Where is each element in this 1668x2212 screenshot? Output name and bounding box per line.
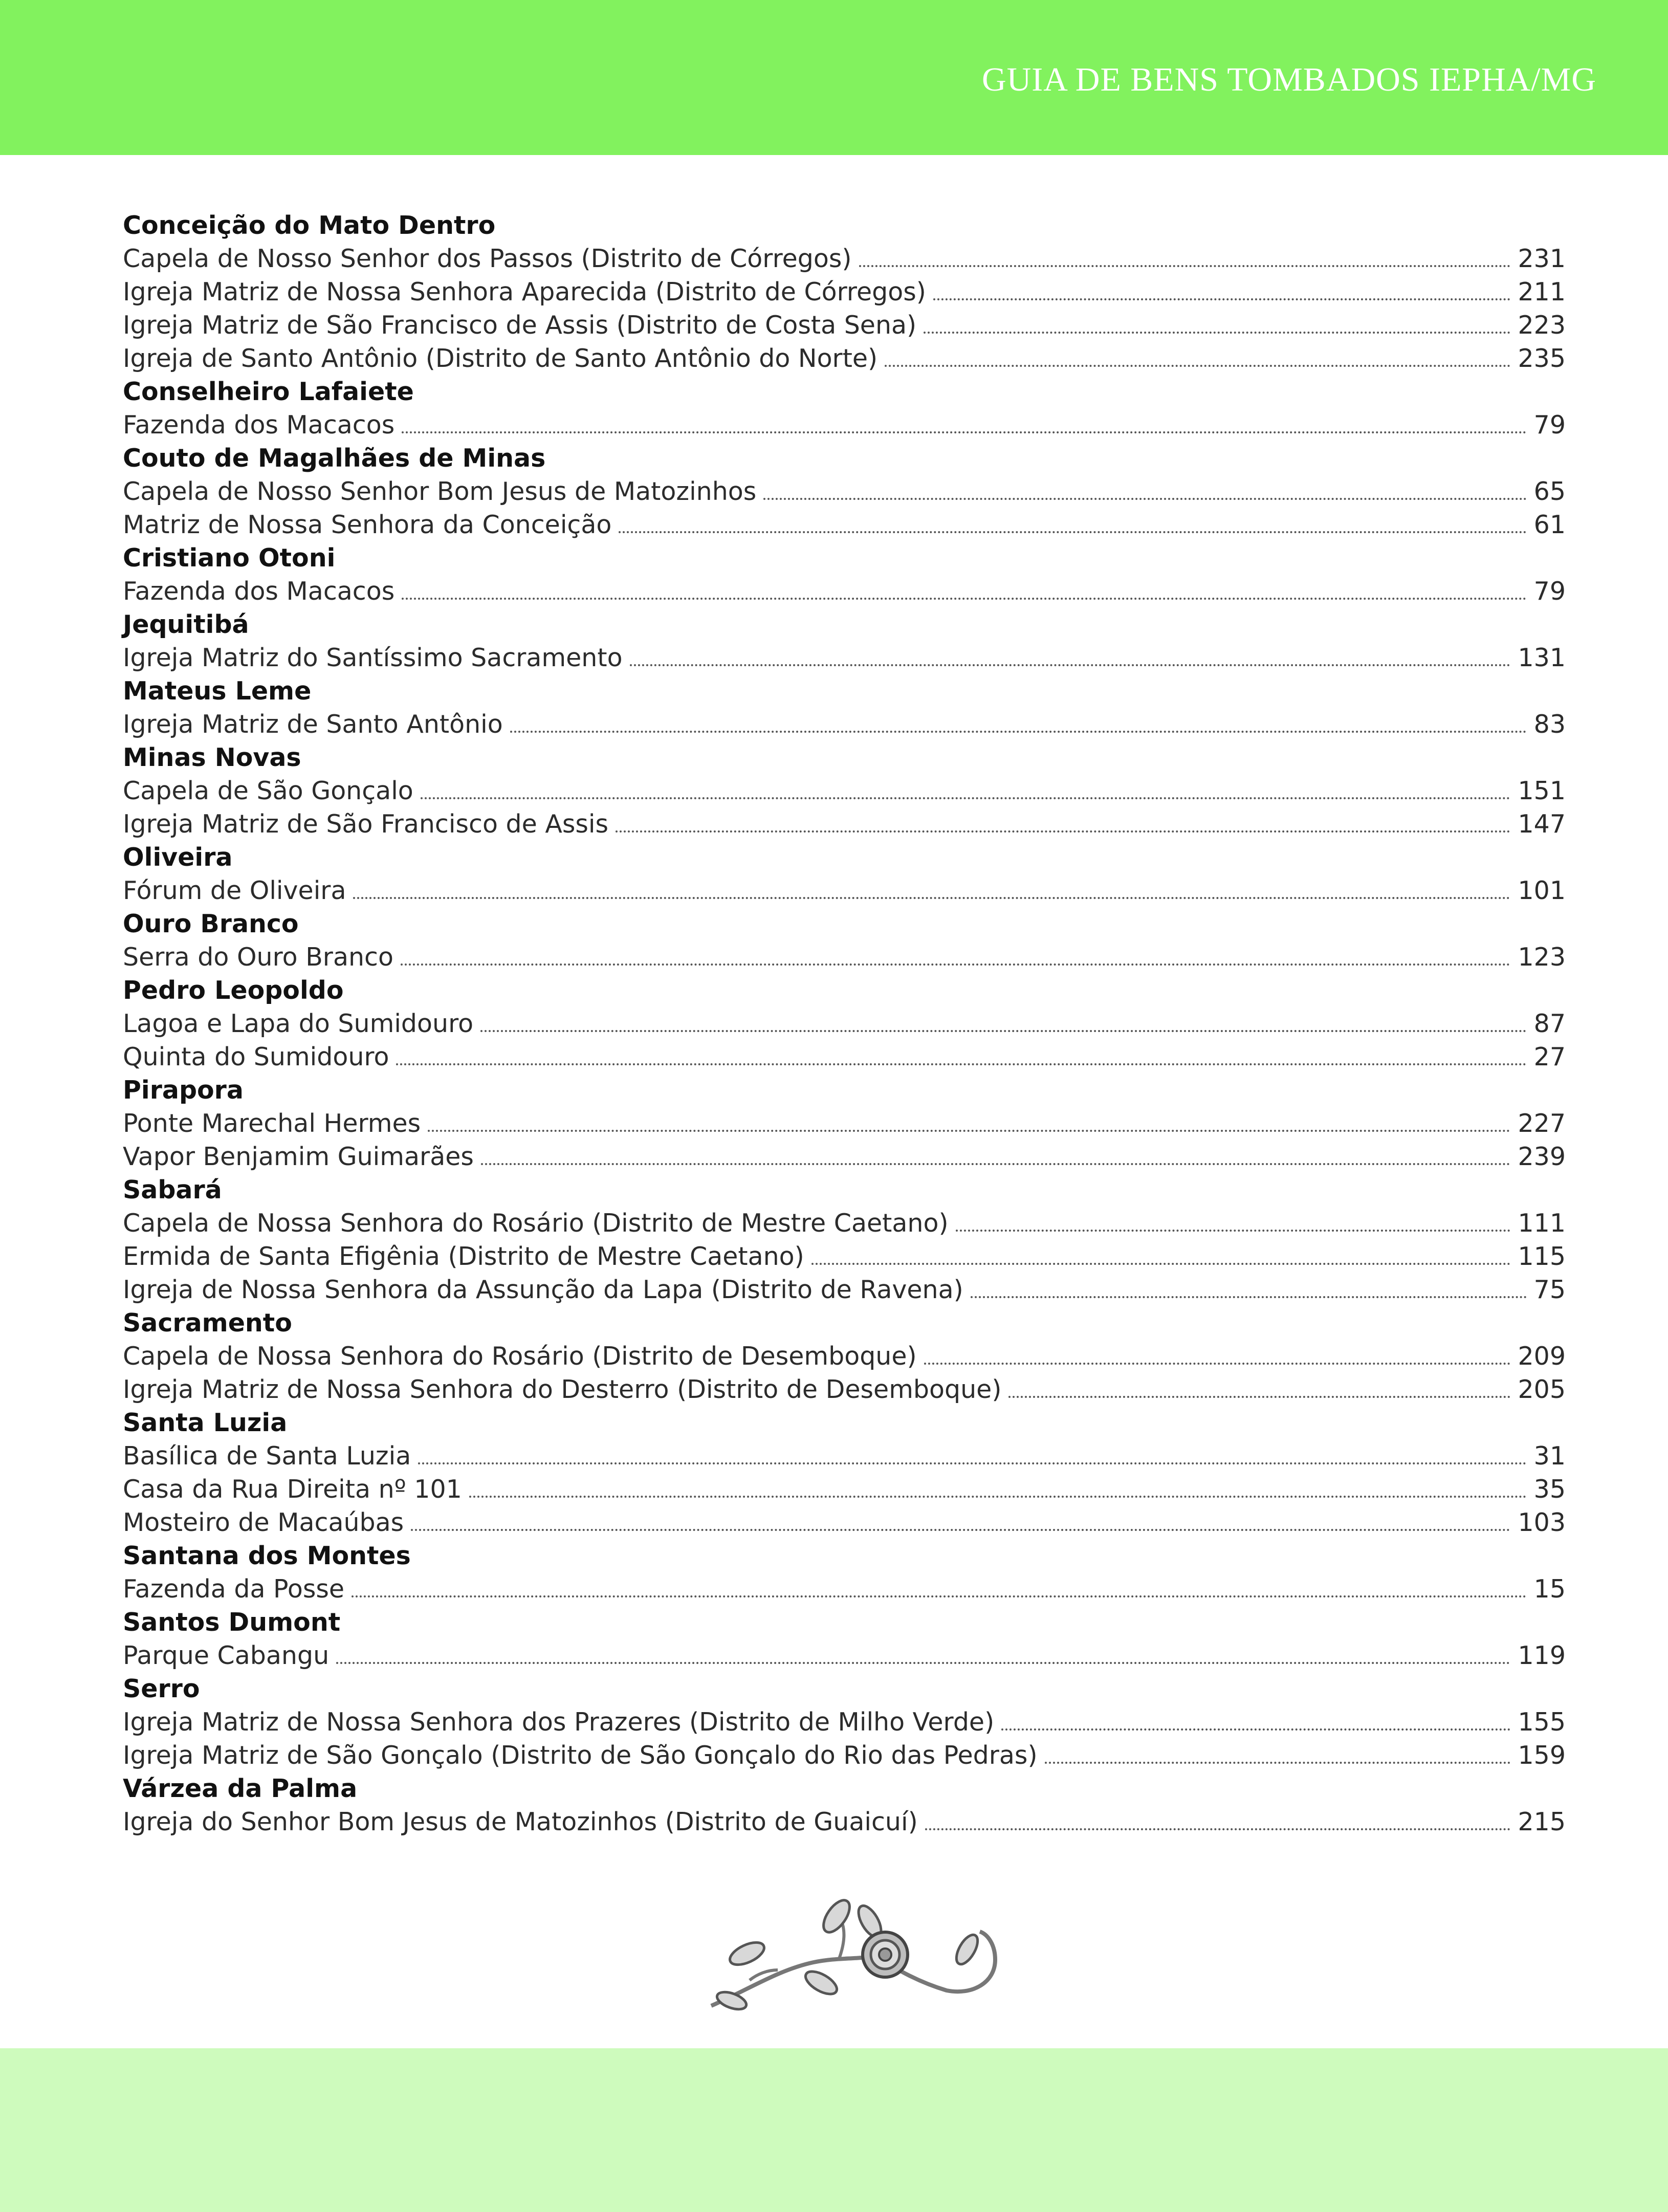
- city-name: Oliveira: [123, 843, 233, 872]
- dot-leader: [411, 1523, 1510, 1531]
- entry-page-number: 79: [1533, 410, 1566, 440]
- index-entry: [123, 708, 1566, 741]
- city-heading: [123, 375, 1566, 408]
- entry-page-number: 205: [1518, 1375, 1566, 1404]
- dot-leader: [401, 957, 1511, 966]
- entry-page-number: 119: [1518, 1641, 1566, 1670]
- city-heading: [123, 209, 1566, 242]
- entry-page-number: 27: [1533, 1042, 1566, 1071]
- index-entry: [123, 1572, 1566, 1606]
- dot-leader: [933, 292, 1511, 300]
- city-name: Sacramento: [123, 1308, 292, 1338]
- entry-title: Igreja de Santo Antônio (Distrito de Santo Antônio do Norte): [123, 344, 878, 373]
- entry-title: Basílica de Santa Luzia: [123, 1441, 411, 1471]
- dot-leader: [924, 325, 1510, 334]
- city-heading: [123, 974, 1566, 1007]
- index-entry: [123, 342, 1566, 375]
- index-entry: [123, 575, 1566, 608]
- dot-leader: [885, 359, 1510, 367]
- entry-title: Capela de Nossa Senhora do Rosário (Distrito de Desemboque): [123, 1342, 917, 1371]
- dot-leader: [418, 1456, 1526, 1464]
- index-entry: [123, 1340, 1566, 1373]
- index-entry: [123, 874, 1566, 907]
- index-entry: [123, 1107, 1566, 1140]
- city-heading: [123, 1772, 1566, 1805]
- index-entry: [123, 1040, 1566, 1074]
- city-heading: [123, 541, 1566, 575]
- index-entry: [123, 475, 1566, 508]
- entry-page-number: 103: [1518, 1508, 1566, 1537]
- entry-page-number: 235: [1518, 344, 1566, 373]
- entry-title: Igreja do Senhor Bom Jesus de Matozinhos (Distrito de Guaicuí): [123, 1807, 918, 1836]
- entry-title: Igreja de Nossa Senhora da Assunção da Lapa (Distrito de Ravena): [123, 1275, 963, 1304]
- dot-leader: [616, 824, 1510, 833]
- entry-title: Igreja Matriz de Nossa Senhora do Desterro (Distrito de Desemboque): [123, 1375, 1002, 1404]
- dot-leader: [859, 259, 1511, 267]
- city-heading: [123, 1539, 1566, 1572]
- entry-title: Ermida de Santa Efigênia (Distrito de Mestre Caetano): [123, 1242, 804, 1271]
- index-entry: [123, 1273, 1566, 1306]
- index-entry: [123, 1007, 1566, 1040]
- dot-leader: [336, 1656, 1510, 1664]
- entry-page-number: 155: [1518, 1707, 1566, 1737]
- index-entry: [123, 807, 1566, 841]
- city-name: Conselheiro Lafaiete: [123, 377, 414, 406]
- city-heading: [123, 1306, 1566, 1340]
- index-entry: [123, 1639, 1566, 1672]
- page-header: [0, 0, 1668, 155]
- index-entry: [123, 408, 1566, 442]
- dot-leader: [510, 725, 1527, 733]
- index-entry: [123, 1207, 1566, 1240]
- entry-page-number: 131: [1518, 643, 1566, 672]
- dot-leader: [763, 492, 1526, 500]
- header-title: GUIA DE BENS TOMBADOS IEPHA/MG: [981, 61, 1596, 98]
- entry-page-number: 159: [1518, 1741, 1566, 1770]
- index-list: [123, 209, 1566, 1838]
- city-heading: [123, 1074, 1566, 1107]
- entry-page-number: 239: [1518, 1142, 1566, 1171]
- city-heading: [123, 907, 1566, 940]
- city-name: Mateus Leme: [123, 676, 312, 706]
- index-entry: [123, 1240, 1566, 1273]
- entry-page-number: 15: [1533, 1574, 1566, 1604]
- city-name: Santana dos Montes: [123, 1541, 411, 1570]
- city-name: Ouro Branco: [123, 909, 299, 938]
- entry-page-number: 79: [1533, 577, 1566, 606]
- entry-title: Capela de Nosso Senhor dos Passos (Distrito de Córregos): [123, 244, 852, 273]
- entry-page-number: 227: [1518, 1109, 1566, 1138]
- city-name: Couto de Magalhães de Minas: [123, 444, 546, 473]
- dot-leader: [396, 1057, 1526, 1065]
- entry-title: Igreja Matriz de Nossa Senhora Aparecida (Distrito de Córregos): [123, 277, 926, 306]
- city-heading: [123, 674, 1566, 708]
- entry-page-number: 147: [1518, 809, 1566, 839]
- entry-page-number: 83: [1533, 710, 1566, 739]
- dot-leader: [481, 1157, 1511, 1165]
- rose-ornament: [701, 1893, 1008, 2026]
- index-entry: [123, 1140, 1566, 1173]
- entry-title: Fazenda dos Macacos: [123, 410, 395, 440]
- city-heading: [123, 741, 1566, 774]
- dot-leader: [971, 1290, 1527, 1298]
- index-entry: [123, 242, 1566, 275]
- entry-title: Capela de São Gonçalo: [123, 776, 413, 805]
- index-entry: [123, 1373, 1566, 1406]
- dot-leader: [1008, 1390, 1510, 1398]
- entry-page-number: 211: [1518, 277, 1566, 306]
- city-heading: [123, 1672, 1566, 1705]
- city-name: Minas Novas: [123, 743, 301, 772]
- page-footer: [0, 2048, 1668, 2212]
- city-name: Jequitibá: [123, 610, 249, 639]
- entry-page-number: 215: [1518, 1807, 1566, 1836]
- entry-title: Quinta do Sumidouro: [123, 1042, 389, 1071]
- city-name: Pedro Leopoldo: [123, 976, 344, 1005]
- entry-page-number: 111: [1518, 1209, 1566, 1238]
- entry-title: Lagoa e Lapa do Sumidouro: [123, 1009, 474, 1038]
- entry-title: Mosteiro de Macaúbas: [123, 1508, 404, 1537]
- city-name: Serro: [123, 1674, 200, 1703]
- entry-title: Matriz de Nossa Senhora da Conceição: [123, 510, 612, 539]
- entry-page-number: 223: [1518, 311, 1566, 340]
- entry-title: Fórum de Oliveira: [123, 876, 346, 905]
- city-name: Santos Dumont: [123, 1608, 341, 1637]
- dot-leader: [1001, 1722, 1510, 1731]
- city-name: Pirapora: [123, 1076, 244, 1105]
- entry-page-number: 61: [1533, 510, 1566, 539]
- city-heading: [123, 1406, 1566, 1439]
- entry-title: Igreja Matriz do Santíssimo Sacramento: [123, 643, 623, 672]
- entry-title: Casa da Rua Direita nº 101: [123, 1475, 462, 1504]
- entry-page-number: 231: [1518, 244, 1566, 273]
- entry-title: Vapor Benjamim Guimarães: [123, 1142, 474, 1171]
- index-entry: [123, 1473, 1566, 1506]
- dot-leader: [811, 1257, 1511, 1265]
- city-name: Sabará: [123, 1175, 222, 1204]
- entry-title: Fazenda dos Macacos: [123, 577, 395, 606]
- dot-leader: [924, 1356, 1511, 1365]
- entry-title: Ponte Marechal Hermes: [123, 1109, 421, 1138]
- entry-title: Igreja Matriz de São Gonçalo (Distrito de São Gonçalo do Rio das Pedras): [123, 1741, 1038, 1770]
- entry-title: Igreja Matriz de Nossa Senhora dos Prazeres (Distrito de Milho Verde): [123, 1707, 995, 1737]
- city-name: Várzea da Palma: [123, 1774, 358, 1803]
- city-name: Conceição do Mato Dentro: [123, 211, 496, 240]
- dot-leader: [630, 658, 1511, 666]
- city-heading: [123, 442, 1566, 475]
- dot-leader: [402, 425, 1526, 433]
- entry-page-number: 151: [1518, 776, 1566, 805]
- entry-title: Serra do Ouro Branco: [123, 943, 393, 972]
- dot-leader: [353, 891, 1510, 899]
- index-entry: [123, 1805, 1566, 1838]
- city-name: Santa Luzia: [123, 1408, 288, 1437]
- dot-leader: [421, 791, 1511, 799]
- entry-page-number: 87: [1533, 1009, 1566, 1038]
- city-name: Cristiano Otoni: [123, 543, 336, 573]
- dot-leader: [619, 525, 1526, 533]
- entry-page-number: 209: [1518, 1342, 1566, 1371]
- entry-title: Igreja Matriz de São Francisco de Assis: [123, 809, 609, 839]
- dot-leader: [956, 1223, 1511, 1232]
- index-entry: [123, 309, 1566, 342]
- dot-leader: [402, 592, 1526, 600]
- city-heading: [123, 608, 1566, 641]
- city-heading: [123, 841, 1566, 874]
- entry-page-number: 31: [1533, 1441, 1566, 1471]
- city-heading: [123, 1606, 1566, 1639]
- entry-page-number: 101: [1518, 876, 1566, 905]
- dot-leader: [469, 1490, 1527, 1498]
- dot-leader: [428, 1124, 1510, 1132]
- entry-title: Igreja Matriz de Santo Antônio: [123, 710, 503, 739]
- index-entry: [123, 641, 1566, 674]
- index-entry: [123, 275, 1566, 309]
- entry-page-number: 123: [1518, 943, 1566, 972]
- entry-title: Capela de Nosso Senhor Bom Jesus de Matozinhos: [123, 477, 757, 506]
- entry-title: Capela de Nossa Senhora do Rosário (Distrito de Mestre Caetano): [123, 1209, 949, 1238]
- dot-leader: [480, 1024, 1527, 1032]
- dot-leader: [352, 1589, 1527, 1597]
- dot-leader: [1045, 1756, 1511, 1764]
- entry-page-number: 115: [1518, 1242, 1566, 1271]
- index-entry: [123, 1739, 1566, 1772]
- entry-title: Fazenda da Posse: [123, 1574, 345, 1604]
- index-entry: [123, 940, 1566, 974]
- entry-page-number: 75: [1533, 1275, 1566, 1304]
- index-entry: [123, 1506, 1566, 1539]
- entry-page-number: 35: [1533, 1475, 1566, 1504]
- entry-title: Parque Cabangu: [123, 1641, 330, 1670]
- index-entry: [123, 774, 1566, 807]
- city-heading: [123, 1173, 1566, 1207]
- entry-page-number: 65: [1533, 477, 1566, 506]
- index-entry: [123, 1705, 1566, 1739]
- dot-leader: [925, 1822, 1511, 1830]
- entry-title: Igreja Matriz de São Francisco de Assis (Distrito de Costa Sena): [123, 311, 917, 340]
- index-entry: [123, 1439, 1566, 1473]
- index-entry: [123, 508, 1566, 541]
